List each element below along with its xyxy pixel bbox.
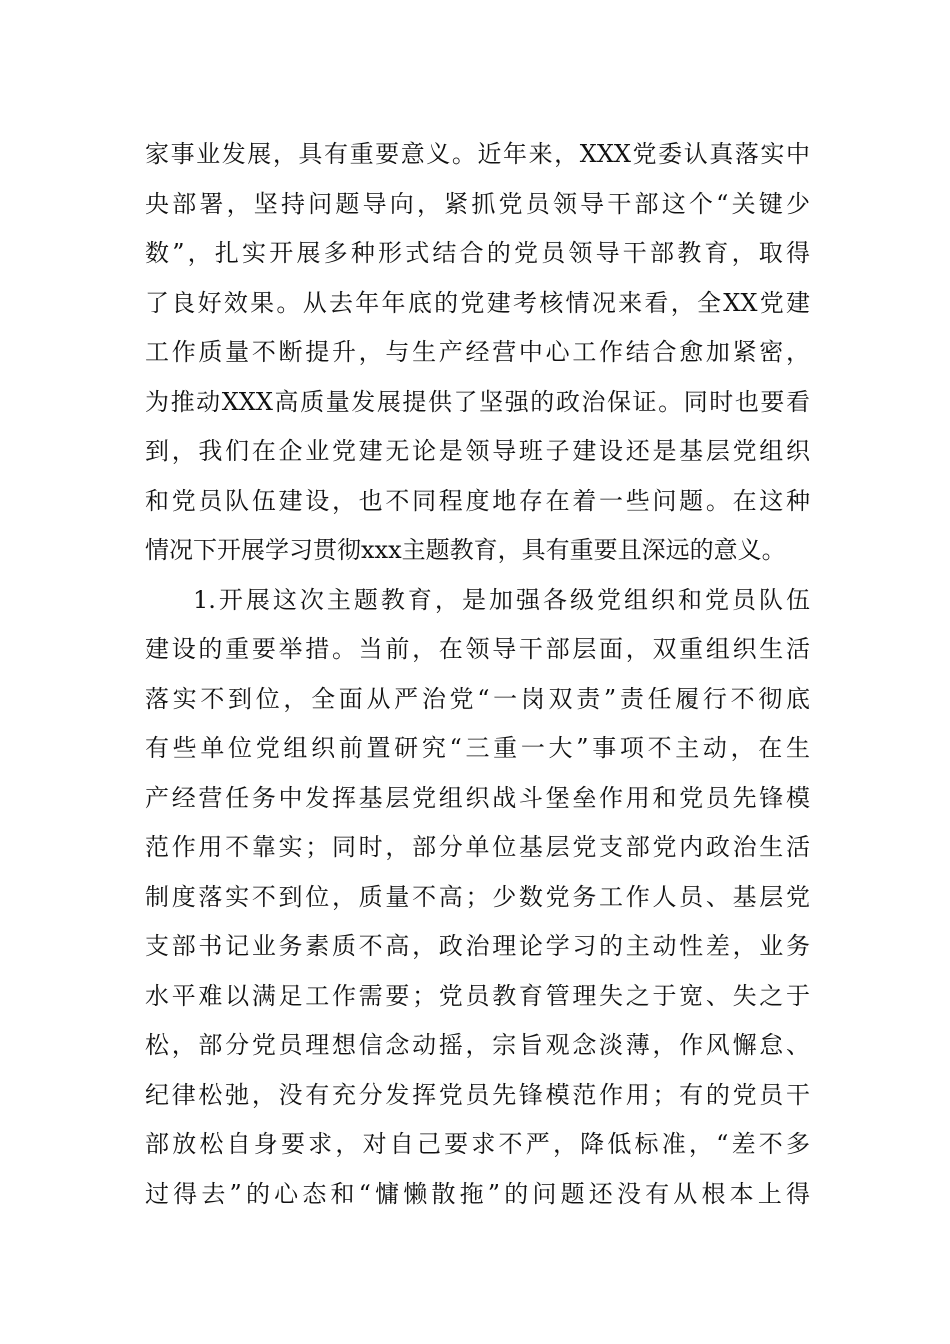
text-line: 1.开展这次主题教育，是加强各级党组织和党员队伍 — [193, 585, 810, 614]
text-line: 为推动XXX高质量发展提供了坚强的政治保证。同时也要看 — [145, 387, 810, 416]
text-line: 过得去”的心态和“慵懒散拖”的问题还没有从根本上得 — [145, 1179, 810, 1208]
text-line: 水平难以满足工作需要；党员教育管理失之于宽、失之于 — [145, 981, 810, 1010]
text-line: 支部书记业务素质不高，政治理论学习的主动性差，业务 — [145, 932, 810, 960]
text-line: 央部署，坚持问题导向，紧抓党员领导干部这个“关键少 — [145, 189, 810, 218]
text-line: 到，我们在企业党建无论是领导班子建设还是基层党组织 — [145, 437, 810, 465]
text-line: 建设的重要举措。当前，在领导干部层面，双重组织生活 — [145, 635, 810, 663]
text-line: 制度落实不到位，质量不高；少数党务工作人员、基层党 — [145, 882, 810, 911]
text-line: 松，部分党员理想信念动摇，宗旨观念淡薄，作风懈怠、 — [145, 1031, 810, 1059]
document-body — [145, 130, 810, 1219]
text-line: 纪律松弛，没有充分发挥党员先锋模范作用；有的党员干 — [145, 1080, 810, 1109]
text-line: 了良好效果。从去年年底的党建考核情况来看，全XX党建 — [145, 288, 810, 317]
text-line: 家事业发展，具有重要意义。近年来，XXX党委认真落实中 — [145, 140, 810, 168]
text-line: 有些单位党组织前置研究“三重一大”事项不主动，在生 — [145, 734, 810, 762]
text-line: 产经营任务中发挥基层党组织战斗堡垒作用和党员先锋模 — [145, 783, 810, 812]
text-line: 数”，扎实开展多种形式结合的党员领导干部教育，取得 — [145, 239, 810, 267]
text-line: 情况下开展学习贯彻xxx主题教育，具有重要且深远的意义。 — [145, 536, 786, 564]
text-line: 部放松自身要求，对自己要求不严，降低标准，“差不多 — [145, 1130, 810, 1158]
text-line: 和党员队伍建设，也不同程度地存在着一些问题。在这种 — [145, 486, 810, 515]
text-line: 落实不到位，全面从严治党“一岗双责”责任履行不彻底 — [145, 684, 810, 713]
text-line: 工作质量不断提升，与生产经营中心工作结合愈加紧密， — [145, 338, 810, 366]
text-line: 范作用不靠实；同时，部分单位基层党支部党内政治生活 — [145, 833, 810, 861]
